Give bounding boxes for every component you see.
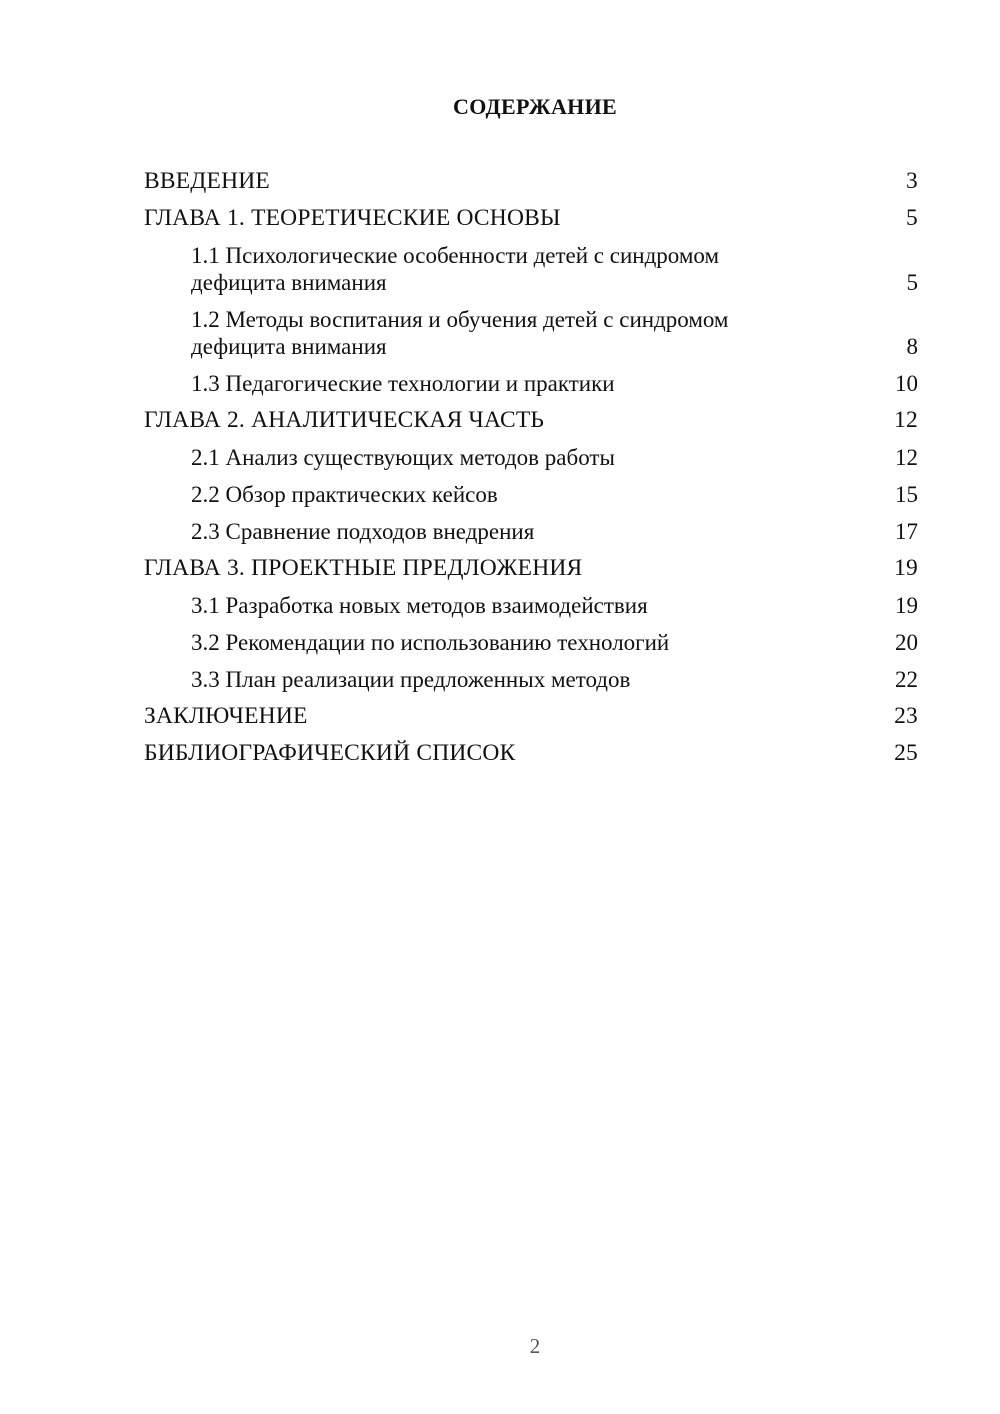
toc-entry-title: 2.3 Сравнение подходов внедрения: [191, 519, 535, 544]
toc-entry-title: ГЛАВА 2. АНАЛИТИЧЕСКАЯ ЧАСТЬ: [144, 407, 545, 433]
toc-entry-section-3-3[interactable]: [144, 666, 918, 693]
toc-entry-title: 3.3 План реализации предложенных методов: [191, 667, 631, 692]
toc-entry-page: 5: [906, 205, 918, 231]
toc-entry-page: 10: [895, 371, 918, 396]
page-number: 2: [529, 1334, 541, 1358]
toc-entry-chapter-3[interactable]: [144, 555, 918, 582]
toc-entry-title: 1.3 Педагогические технологии и практики: [191, 371, 615, 396]
toc-entry-page: 15: [895, 482, 918, 507]
toc-entry-introduction[interactable]: [144, 168, 918, 195]
toc-entry-page: 22: [895, 667, 918, 692]
toc-entry-chapter-2[interactable]: [144, 407, 918, 434]
toc-entry-title: БИБЛИОГРАФИЧЕСКИЙ СПИСОК: [144, 740, 516, 766]
toc-entry-page: 12: [894, 407, 918, 433]
toc-entry-page: 19: [895, 593, 918, 618]
toc-entry-page: 5: [906, 270, 918, 295]
toc-entry-chapter-1[interactable]: [144, 205, 918, 232]
toc-entry-title: ГЛАВА 3. ПРОЕКТНЫЕ ПРЕДЛОЖЕНИЯ: [144, 555, 583, 581]
table-of-contents: [144, 168, 918, 777]
toc-entry-section-1-2[interactable]: [144, 306, 918, 360]
toc-entry-title: 3.1 Разработка новых методов взаимодействия: [191, 593, 648, 618]
toc-entry-title: 1.1 Психологические особенности детей с синдромом дефицита внимания: [191, 243, 720, 295]
toc-entry-section-2-1[interactable]: [144, 444, 918, 471]
toc-entry-title: ВВЕДЕНИЕ: [144, 168, 270, 194]
toc-entry-page: 20: [895, 630, 918, 655]
toc-entry-title: 2.2 Обзор практических кейсов: [191, 482, 498, 507]
toc-entry-page: 23: [894, 703, 918, 729]
toc-entry-title: 2.1 Анализ существующих методов работы: [191, 445, 615, 470]
toc-entry-title: 1.2 Методы воспитания и обучения детей с синдромом дефицита внимания: [191, 307, 729, 359]
toc-entry-section-2-3[interactable]: [144, 518, 918, 545]
toc-entry-page: 25: [894, 740, 918, 766]
toc-entry-bibliography[interactable]: [144, 740, 918, 767]
toc-entry-section-2-2[interactable]: [144, 481, 918, 508]
toc-entry-section-1-1[interactable]: [144, 242, 918, 296]
toc-entry-title: ГЛАВА 1. ТЕОРЕТИЧЕСКИЕ ОСНОВЫ: [144, 205, 561, 231]
toc-entry-page: 8: [906, 334, 918, 359]
page-title: СОДЕРЖАНИЕ: [453, 94, 617, 119]
toc-entry-page: 3: [906, 168, 918, 194]
toc-entry-section-3-2[interactable]: [144, 629, 918, 656]
toc-entry-page: 19: [894, 555, 918, 581]
toc-entry-title: ЗАКЛЮЧЕНИЕ: [144, 703, 308, 729]
toc-entry-section-1-3[interactable]: [144, 370, 918, 397]
toc-entry-section-3-1[interactable]: [144, 592, 918, 619]
toc-entry-conclusion[interactable]: [144, 703, 918, 730]
toc-entry-page: 12: [895, 445, 918, 470]
toc-entry-title: 3.2 Рекомендации по использованию технологий: [191, 630, 670, 655]
toc-entry-page: 17: [895, 519, 918, 544]
